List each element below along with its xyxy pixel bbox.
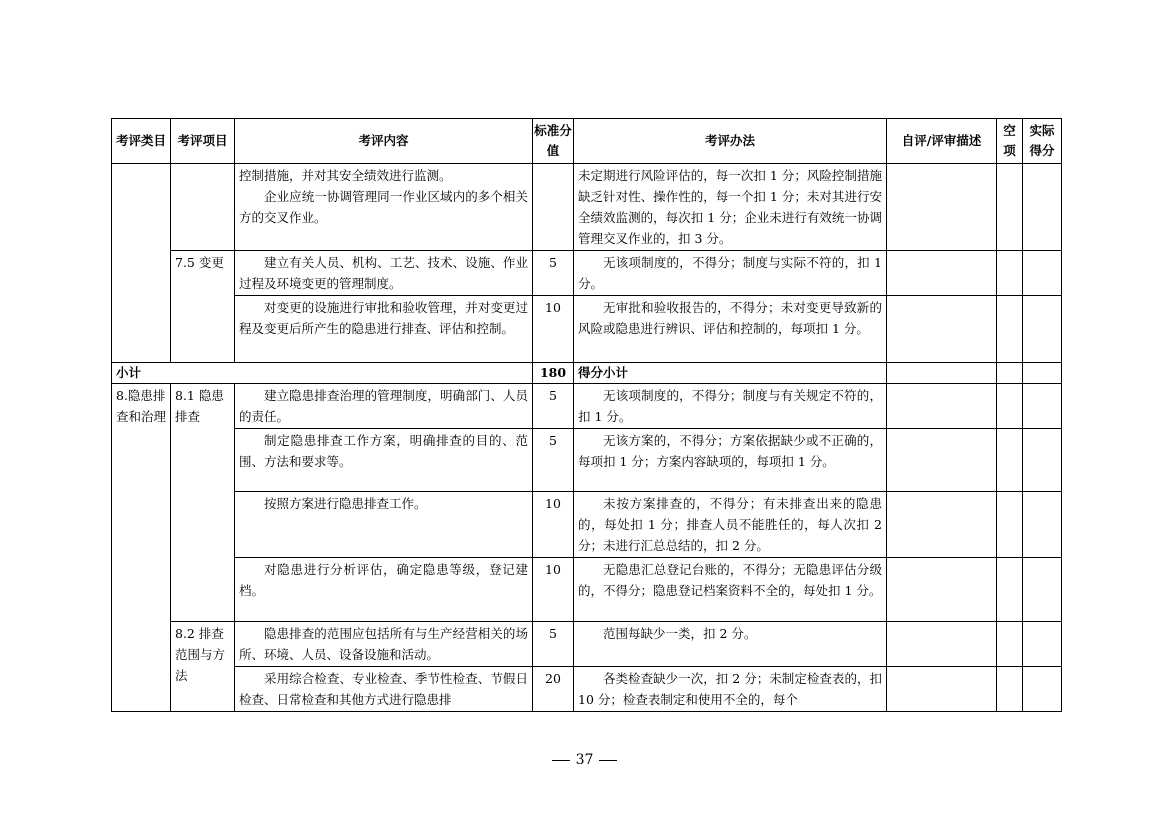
content-cell	[235, 492, 533, 558]
method-cell	[574, 492, 887, 558]
content-text: 隐患排查的范围应包括所有与生产经营相关的场所、环境、人员、设备设施和活动。	[239, 626, 528, 662]
score-cell: 10	[533, 492, 574, 558]
table-row	[112, 164, 1062, 251]
header-content: 考评内容	[235, 119, 533, 164]
category-cell-empty	[112, 164, 171, 363]
method-text: 无该项制度的，不得分；制度与实际不符的，扣 1 分。	[578, 255, 882, 291]
score-cell: 5	[533, 429, 574, 492]
content-cell	[235, 667, 533, 712]
method-text: 无该项制度的，不得分；制度与有关规定不符的，扣 1 分。	[578, 388, 882, 424]
actual-score-cell	[1023, 429, 1062, 492]
self-eval-cell	[887, 384, 997, 429]
method-text: 无隐患汇总登记台账的，不得分；无隐患评估分级的，不得分；隐患登记档案资料不全的，每处扣 1 分。	[578, 562, 882, 598]
table-row	[112, 251, 1062, 296]
content-text: 控制措施，并对其安全绩效进行监测。	[239, 168, 452, 183]
method-cell	[574, 296, 887, 363]
content-text: 企业应统一协调管理同一作业区域内的多个相关方的交叉作业。	[239, 189, 528, 225]
item-8-2: 8.2 排查范围与方法	[171, 622, 235, 712]
method-cell	[574, 429, 887, 492]
page-footer	[0, 752, 1169, 768]
table-row	[112, 429, 1062, 492]
method-cell	[574, 251, 887, 296]
empty-cell	[997, 384, 1023, 429]
empty-cell	[997, 251, 1023, 296]
self-eval-cell	[887, 164, 997, 251]
self-eval-cell	[887, 251, 997, 296]
self-eval-cell	[887, 558, 997, 622]
item-cell-empty	[171, 164, 235, 251]
empty-cell	[997, 164, 1023, 251]
header-score: 标准分值	[533, 119, 574, 164]
table-row	[112, 558, 1062, 622]
content-cell	[235, 429, 533, 492]
actual-score-cell	[1023, 251, 1062, 296]
empty-cell	[997, 296, 1023, 363]
method-text: 未定期进行风险评估的，每一次扣 1 分；风险控制措施缺乏针对性、操作性的，每一个扣 1 分；未对其进行安全绩效监测的，每次扣 1 分；企业未进行有效统一协调管理交叉作业的，扣 3 分。	[578, 168, 882, 246]
method-cell	[574, 558, 887, 622]
score-cell: 10	[533, 296, 574, 363]
header-category: 考评类目	[112, 119, 171, 164]
content-text: 按照方案进行隐患排查工作。	[264, 496, 427, 511]
content-cell	[235, 251, 533, 296]
subtotal-label: 小计	[112, 363, 533, 384]
empty-cell	[997, 429, 1023, 492]
content-text: 对变更的设施进行审批和验收管理，并对变更过程及变更后所产生的隐患进行排查、评估和控制。	[239, 300, 528, 336]
content-text: 制定隐患排查工作方案，明确排查的目的、范围、方法和要求等。	[239, 433, 528, 469]
empty-cell	[997, 492, 1023, 558]
self-eval-cell	[887, 363, 997, 384]
table-row	[112, 384, 1062, 429]
empty-cell	[997, 667, 1023, 712]
item-7-5: 7.5 变更	[171, 251, 235, 363]
empty-cell	[997, 622, 1023, 667]
method-text: 无审批和验收报告的，不得分；未对变更导致新的风险或隐患进行辨识、评估和控制的，每项扣 1 分。	[578, 300, 882, 336]
self-eval-cell	[887, 492, 997, 558]
table-row	[112, 622, 1062, 667]
category-8: 8.隐患排查和治理	[112, 384, 171, 712]
header-empty: 空项	[997, 119, 1023, 164]
actual-score-cell	[1023, 384, 1062, 429]
content-cell	[235, 296, 533, 363]
content-text: 对隐患进行分析评估，确定隐患等级，登记建档。	[239, 562, 528, 598]
method-cell	[574, 622, 887, 667]
empty-cell	[997, 558, 1023, 622]
table-row	[112, 667, 1062, 712]
empty-cell	[997, 363, 1023, 384]
content-cell	[235, 384, 533, 429]
score-cell: 10	[533, 558, 574, 622]
self-eval-cell	[887, 296, 997, 363]
dash-left	[552, 760, 570, 761]
content-cell	[235, 558, 533, 622]
actual-score-cell	[1023, 164, 1062, 251]
score-cell: 5	[533, 384, 574, 429]
content-text: 建立有关人员、机构、工艺、技术、设施、作业过程及环境变更的管理制度。	[239, 255, 528, 291]
score-cell: 5	[533, 251, 574, 296]
score-cell: 20	[533, 667, 574, 712]
content-cell	[235, 622, 533, 667]
actual-score-cell	[1023, 363, 1062, 384]
subtotal-method: 得分小计	[574, 363, 887, 384]
actual-score-cell	[1023, 622, 1062, 667]
actual-score-cell	[1023, 667, 1062, 712]
header-item: 考评项目	[171, 119, 235, 164]
header-method: 考评办法	[574, 119, 887, 164]
self-eval-cell	[887, 667, 997, 712]
actual-score-cell	[1023, 492, 1062, 558]
actual-score-cell	[1023, 296, 1062, 363]
self-eval-cell	[887, 429, 997, 492]
method-text: 范围每缺少一类，扣 2 分。	[603, 626, 757, 641]
score-cell	[533, 164, 574, 251]
table-row	[112, 296, 1062, 363]
header-row	[112, 119, 1062, 164]
method-cell	[574, 164, 887, 251]
page-number: 37	[575, 752, 594, 768]
table-row	[112, 492, 1062, 558]
method-cell	[574, 667, 887, 712]
evaluation-table	[111, 118, 1062, 712]
item-8-1: 8.1 隐患排查	[171, 384, 235, 622]
method-cell	[574, 384, 887, 429]
method-text: 无该方案的，不得分；方案依据缺少或不正确的，每项扣 1 分；方案内容缺项的，每项扣 1 分。	[578, 433, 882, 469]
score-cell: 5	[533, 622, 574, 667]
method-text: 各类检查缺少一次，扣 2 分；未制定检查表的，扣 10 分；检查表制定和使用不全的，每个	[578, 671, 882, 707]
self-eval-cell	[887, 622, 997, 667]
header-self-eval: 自评/评审描述	[887, 119, 997, 164]
header-actual: 实际得分	[1023, 119, 1062, 164]
actual-score-cell	[1023, 558, 1062, 622]
content-cell	[235, 164, 533, 251]
subtotal-score: 180	[533, 363, 574, 384]
method-text: 未按方案排查的，不得分；有未排查出来的隐患的，每处扣 1 分；排查人员不能胜任的，每人次扣 2 分；未进行汇总总结的，扣 2 分。	[578, 496, 882, 553]
content-text: 采用综合检查、专业检查、季节性检查、节假日检查、日常检查和其他方式进行隐患排	[239, 671, 528, 707]
content-text: 建立隐患排查治理的管理制度，明确部门、人员的责任。	[239, 388, 528, 424]
subtotal-row	[112, 363, 1062, 384]
dash-right	[599, 760, 617, 761]
